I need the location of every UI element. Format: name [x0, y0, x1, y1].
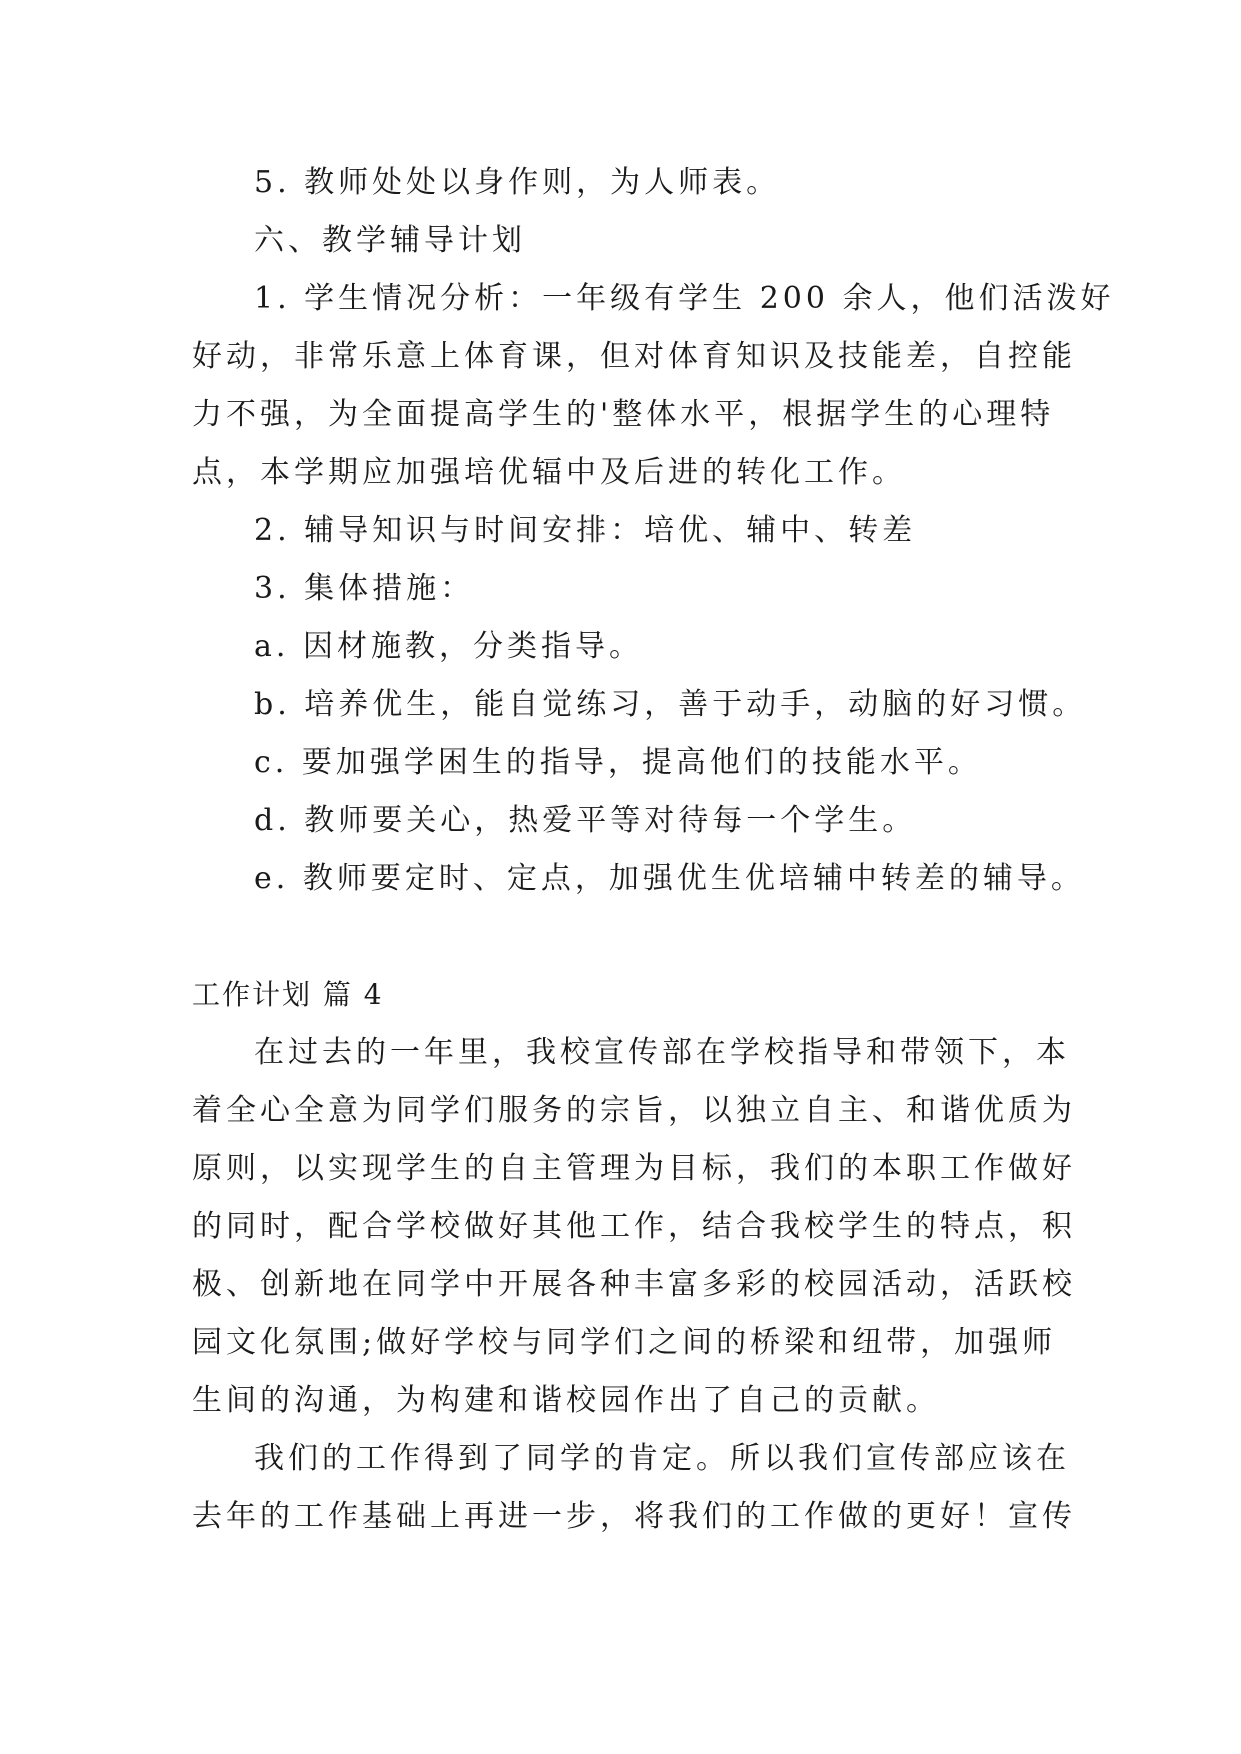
- section-title: 工作计划 篇 4: [192, 978, 384, 1011]
- list-item-3: 3. 集体措施：: [254, 571, 475, 606]
- list-item-2: 2. 辅导知识与时间安排：培优、辅中、转差: [254, 513, 917, 548]
- paragraph-line: 着全心全意为同学们服务的宗旨，以独立自主、和谐优质为: [192, 1093, 1076, 1128]
- list-item-5: 5. 教师处处以身作则，为人师表。: [254, 165, 781, 200]
- measure-item: c. 要加强学困生的指导，提高他们的技能水平。: [254, 745, 982, 780]
- paragraph-line: 1. 学生情况分析：一年级有学生 200 余人，他们活泼好: [254, 281, 1115, 316]
- paragraph-line: 在过去的一年里，我校宣传部在学校指导和带领下，本: [254, 1035, 1070, 1070]
- paragraph-line: 去年的工作基础上再进一步，将我们的工作做的更好！宣传: [192, 1499, 1076, 1534]
- paragraph-line: 力不强，为全面提高学生的'整体水平，根据学生的心理特: [192, 397, 1055, 432]
- paragraph-line: 点，本学期应加强培优辐中及后进的转化工作。: [192, 455, 906, 490]
- measure-item: b. 培养优生，能自觉练习，善于动手，动脑的好习惯。: [254, 687, 1087, 722]
- paragraph-line: 原则，以实现学生的自主管理为目标，我们的本职工作做好: [192, 1151, 1076, 1186]
- measure-item: a. 因材施教，分类指导。: [254, 629, 643, 664]
- paragraph-line: 极、创新地在同学中开展各种丰富多彩的校园活动，活跃校: [192, 1267, 1076, 1302]
- measure-item: d. 教师要关心，热爱平等对待每一个学生。: [254, 803, 917, 838]
- measure-item: e. 教师要定时、定点，加强优生优培辅中转差的辅导。: [254, 861, 1085, 896]
- paragraph-line: 生间的沟通，为构建和谐校园作出了自己的贡献。: [192, 1383, 940, 1418]
- paragraph-line: 园文化氛围;做好学校与同学们之间的桥梁和纽带，加强师: [192, 1325, 1057, 1360]
- paragraph-line: 好动，非常乐意上体育课，但对体育知识及技能差，自控能: [192, 339, 1076, 374]
- paragraph-line: 的同时，配合学校做好其他工作，结合我校学生的特点，积: [192, 1209, 1076, 1244]
- paragraph-line: 我们的工作得到了同学的肯定。所以我们宣传部应该在: [254, 1441, 1070, 1476]
- section-heading-teaching-plan: 六、教学辅导计划: [254, 223, 526, 258]
